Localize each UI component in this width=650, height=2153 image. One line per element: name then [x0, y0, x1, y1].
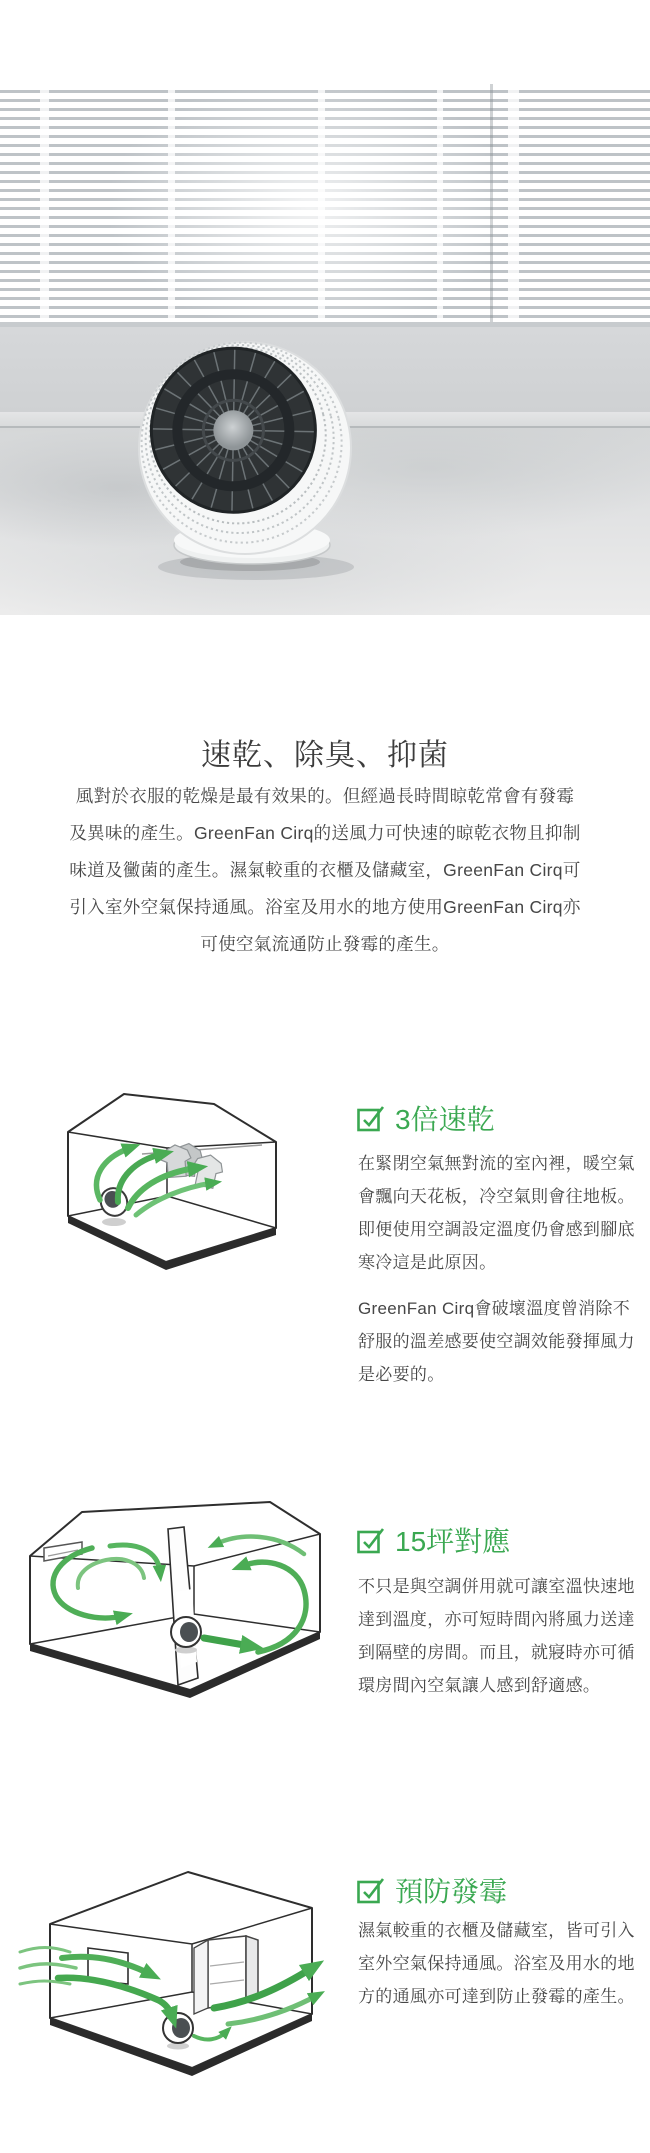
feature-paragraph: 濕氣較重的衣櫃及儲藏室，皆可引入室外空氣保持通風。浴室及用水的地方的通風亦可達到防止發霉的產生。 [358, 1921, 635, 2006]
illustration-room-drying-clothes [56, 1082, 296, 1282]
checkbox-check-icon [356, 1103, 386, 1133]
feature-title-text: 15坪對應 [395, 1526, 511, 1557]
feature-paragraph: 在緊閉空氣無對流的室內裡，暖空氣會飄向天花板，冷空氣則會往地板。即便使用空調設定溫度仍會感到腳底寒冷這是此原因。 [358, 1154, 635, 1272]
feature-title-text: 預防發霉 [395, 1876, 508, 1907]
feature-title-mold-prevention [356, 1870, 507, 1910]
feature-paragraph: 不只是與空調併用就可讓室溫快速地達到溫度，亦可短時間內將風力送達到隔壁的房間。而且，就寢時亦可循環房間內空氣讓人感到舒適感。 [358, 1577, 635, 1695]
page-title: 速乾、除臭、抑菌 [201, 739, 449, 772]
feature-title-text: 3倍速乾 [395, 1104, 495, 1135]
illustration-room-ventilation [18, 1856, 340, 2108]
checkbox-check-icon [356, 1875, 386, 1905]
intro-paragraph: 風對於衣服的乾燥是最有效果的。但經過長時間晾乾常會有發霉及異味的產生。GreenFan Cirq的送風力可快速的晾乾衣物且抑制味道及黴菌的產生。濕氣較重的衣櫃及儲藏室，GreenFan Cirq可引入室外空氣保持通風。浴室及用水的地方使用GreenFan Cirq亦可使空氣流通防止發霉的產生。 [69, 786, 581, 954]
illustration-two-rooms-circulation [18, 1492, 336, 1710]
checkbox-check-icon [356, 1525, 386, 1555]
feature-paragraph: GreenFan Cirq會破壞溫度曾消除不舒服的溫差感要使空調效能發揮風力是必要的。 [358, 1299, 635, 1384]
feature-title-quick-dry [356, 1098, 495, 1138]
circulator-fan-image [0, 0, 650, 615]
feature-title-coverage [356, 1520, 510, 1560]
hero-photo [0, 0, 650, 615]
